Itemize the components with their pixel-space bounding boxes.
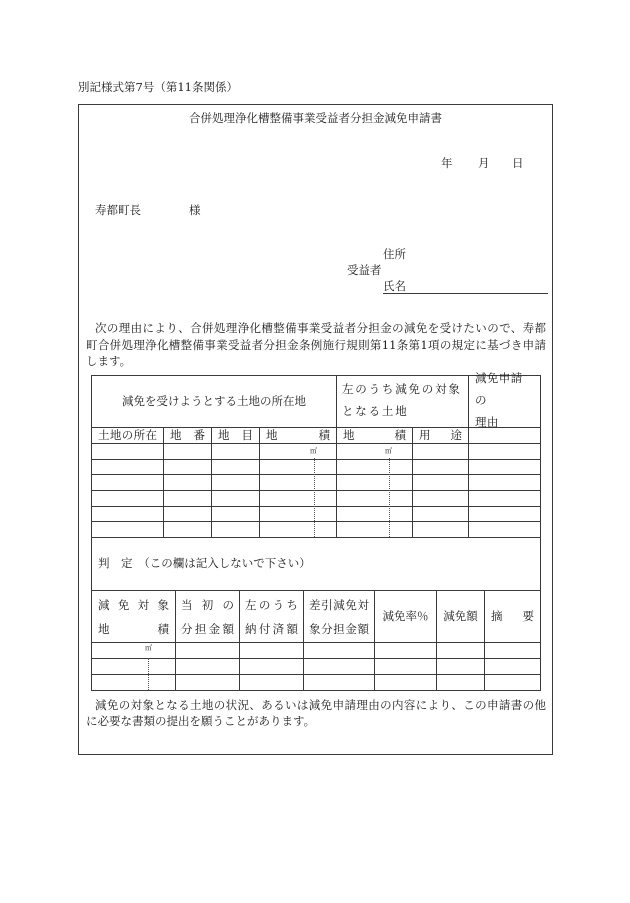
column-header-remarks [484,590,540,642]
column-header-line: 地積 [98,621,169,636]
applicant-name-underline [383,293,548,294]
reduction-row-3-reduction-rate-cell [374,674,436,690]
land-row-1-land-use-cell [412,443,468,459]
reduction-row-1-reduction-area-cell [91,642,175,658]
judgement-label: 判 定 （この欄は記入しないで下さい） [98,556,311,571]
column-header-line: 減免対象 [98,597,169,612]
land-row-6-land-location-cell [91,521,163,537]
target-land-header-line: 左のうち減免の対象 [342,381,462,396]
form-title: 合併処理浄化槽整備事業受益者分担金減免申請書 [189,111,442,125]
reduction-row-1-reduction-rate-cell [374,642,436,658]
land-row-1-land-location-cell [91,443,163,459]
target-land-header-line: となる土地 [342,403,409,418]
column-header-reduction-rate [374,590,436,642]
land-row-3-target-area-cell [336,474,412,490]
land-location-header-cell [91,375,336,427]
column-header-land-area [259,427,336,443]
addressee-honorific: 様 [189,203,201,217]
reason-header-cell [468,370,540,429]
request-text-line: 町合併処理浄化槽整備事業受益者分担金条例施行規則第11条第1項の規定に基づき申請 [86,338,546,352]
reason-header-line: 理由 [475,414,499,429]
column-header-initial-charge [175,590,239,642]
reduction-row-2-remarks-cell [484,658,540,674]
land-row-1-land-category-cell [211,443,259,459]
land-row-1-lot-number-cell [163,443,211,459]
column-header-line: 納付済額 [245,621,298,636]
land-row-1-land-area-cell [259,443,336,459]
date-month-label: 月 [478,156,490,170]
land-row-2-target-area-cell [336,459,412,474]
land-row-2-reduction-reason-cell [468,459,540,474]
column-header-line: 摘要 [491,608,534,623]
reduction-row-2-net-charge-cell [303,658,374,674]
land-row-5-land-use-cell [412,506,468,521]
reduction-row-1-initial-charge-cell [175,642,239,658]
land-row-6-target-area-cell [336,521,412,537]
land-location-header: 減免を受けようとする土地の所在地 [122,393,306,408]
target-area-dotted-divider [389,458,390,537]
land-row-5-land-area-cell [259,506,336,521]
land-row-5-reduction-reason-cell [468,506,540,521]
land-row-6-reduction-reason-cell [468,521,540,537]
reduction-row-3-reduction-amount-cell [436,674,484,690]
addressee-name: 寿都町長 [95,203,141,217]
land-row-5-land-category-cell [211,506,259,521]
land-row-1-target-area-cell [336,443,412,459]
land-row-6-land-use-cell [412,521,468,537]
land-row-2-land-category-cell [211,459,259,474]
land-row-6-land-category-cell [211,521,259,537]
reduction-row-1-paid-amount-cell [239,642,303,658]
applicant-role-label: 受益者 [347,263,382,277]
column-header-label: 土地の所在 [98,427,157,442]
column-header-land-category [211,427,259,443]
land-row-3-land-use-cell [412,474,468,490]
column-header-target-area [336,427,412,443]
land-row-4-lot-number-cell [163,490,211,506]
reduction-row-3-reduction-area-cell [91,674,175,690]
land-row-3-lot-number-cell [163,474,211,490]
land-row-4-land-area-cell [259,490,336,506]
column-header-label: 地積 [343,427,406,442]
reduction-row-2-initial-charge-cell [175,658,239,674]
target-area-unit: ㎡ [385,447,392,455]
column-header-land-location [91,427,163,443]
reduction-row-3-net-charge-cell [303,674,374,690]
request-text-line: します。 [86,354,132,368]
column-header-line: 左のうち [245,597,298,612]
land-area-dotted-divider [314,458,315,537]
column-header-line: 分担金額 [181,621,234,636]
reduction-row-1-remarks-cell [484,642,540,658]
request-text-line: 次の理由により、合併処理浄化槽整備事業受益者分担金の減免を受けたいので、寿都 [95,321,546,335]
land-row-4-target-area-cell [336,490,412,506]
land-row-6-land-area-cell [259,521,336,537]
land-row-6-lot-number-cell [163,521,211,537]
column-header-label: 地積 [266,427,330,442]
judgement-cell [91,537,540,590]
column-header-label: 用途 [419,427,462,442]
column-header-reduction-amount [436,590,484,642]
land-row-2-land-area-cell [259,459,336,474]
date-year-label: 年 [441,156,453,170]
reduction-area-unit: ㎡ [145,644,152,652]
column-header-line: 当初の [181,597,234,612]
target-land-header-cell [336,375,468,427]
reduction-row-3-remarks-cell [484,674,540,690]
column-header-line: 差引減免対 [309,597,369,612]
column-header-label: 地番 [170,427,205,442]
reduction-row-1-net-charge-cell [303,642,374,658]
land-row-5-lot-number-cell [163,506,211,521]
column-header-land-use [412,427,468,443]
land-row-3-land-category-cell [211,474,259,490]
column-header-line: 減免率％ [382,608,429,623]
land-row-4-land-category-cell [211,490,259,506]
column-header-reduction-area [91,590,175,642]
land-area-unit: ㎡ [310,447,317,455]
column-header-net-charge [303,590,374,642]
applicant-address-label: 住所 [383,247,406,261]
column-header-paid-amount [239,590,303,642]
column-header-lot-number [163,427,211,443]
application-table [91,370,541,691]
land-row-5-land-location-cell [91,506,163,521]
reduction-area-dotted-divider [148,658,149,690]
land-row-3-land-area-cell [259,474,336,490]
column-header-label: 地目 [218,427,253,442]
reduction-row-2-reduction-amount-cell [436,658,484,674]
reduction-row-3-paid-amount-cell [239,674,303,690]
land-row-2-lot-number-cell [163,459,211,474]
land-row-3-reduction-reason-cell [468,474,540,490]
column-header-line: 象分担金額 [309,621,369,636]
reduction-row-2-reduction-area-cell [91,658,175,674]
reduction-row-1-reduction-amount-cell [436,642,484,658]
reduction-row-3-initial-charge-cell [175,674,239,690]
reduction-row-2-paid-amount-cell [239,658,303,674]
land-row-2-land-location-cell [91,459,163,474]
land-row-4-reduction-reason-cell [468,490,540,506]
applicant-name-label: 氏名 [383,279,406,293]
column-header-reason-blank [468,427,540,443]
land-row-4-land-use-cell [412,490,468,506]
column-header-line: 減免額 [443,608,478,623]
date-day-label: 日 [512,156,524,170]
land-row-1-reduction-reason-cell [468,443,540,459]
land-row-5-target-area-cell [336,506,412,521]
land-row-3-land-location-cell [91,474,163,490]
note-text-line: 減免の対象となる土地の状況、あるいは減免申請理由の内容により、この申請書の他 [95,698,546,712]
reason-header-line: 減免申請の [475,370,523,407]
note-text-line: に必要な書類の提出を願うことがあります。 [86,714,316,728]
form-number: 別記様式第7号（第11条関係） [78,80,238,94]
land-row-2-land-use-cell [412,459,468,474]
land-row-4-land-location-cell [91,490,163,506]
reduction-row-2-reduction-rate-cell [374,658,436,674]
